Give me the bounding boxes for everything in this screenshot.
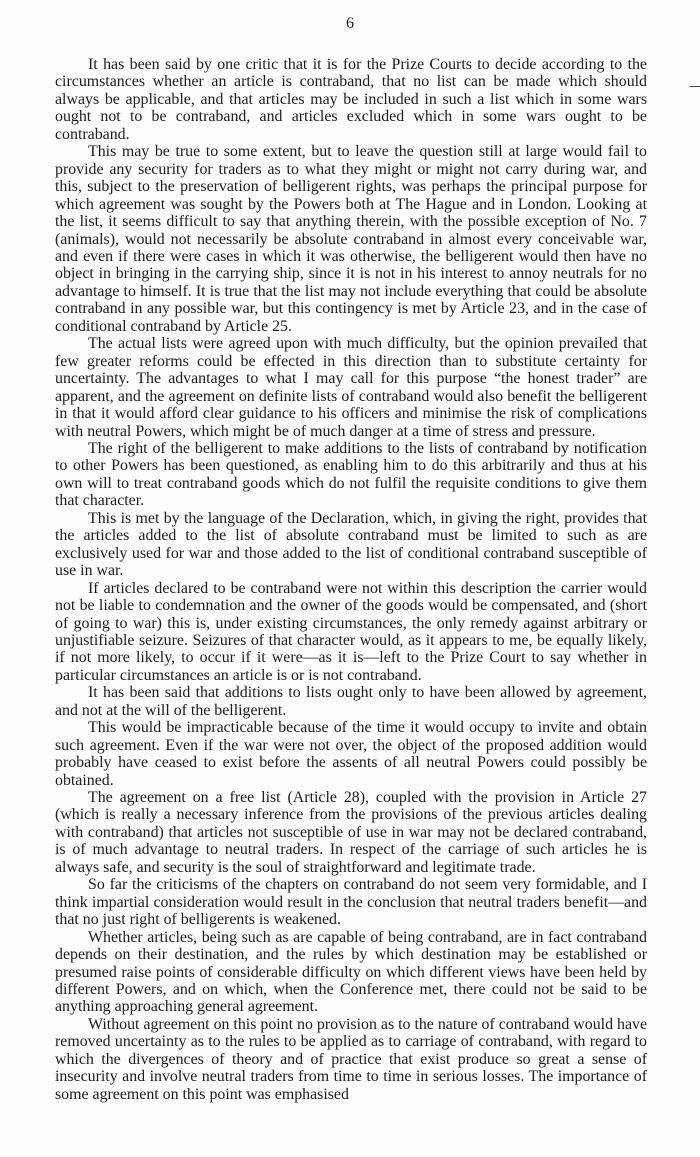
paragraph-impracticable: This would be impracticable because of the time it would occupy to invite and obtain such agreement. Even if the war were not over, the object of the proposed addition would probably have ceased to exist before the assents of all neutral Powers could possibly be obtained. xyxy=(55,719,647,789)
paragraph-without-agreement: Without agreement on this point no provision as to the nature of contraband would have removed uncertainty as to the rules to be applied as to carriage of contraband, with regard to which the divergences of theory and of practice that exist produce so great a sense of insecurity and involve neutral traders from time to time in serious losses. The importance of some agreement on this point was emphasised xyxy=(55,1015,647,1103)
paragraph-security-for-traders: This may be true to some extent, but to leave the question still at large would fail to provide any security for traders as to what they might or might not carry during war, and this, subject to the preservation of belligerent rights, was perhaps the principal purpose for which agreement was sought by the Powers both at The Hague and in London. Looking at the list, it seems difficult to say that anything therein, with the possible exception of No. 7 (animals), would not necessarily be absolute contraband in almost every conceivable war, and even if there were cases in which it was otherwise, the belligerent would then have no object in bringing in the carrying ship, since it is not in his interest to annoy neutrals for no advantage to himself. It is true that the list may not include everything that could be absolute contraband in any possible war, but this contingency is met by Article 23, and in the case of conditional contraband by Article 25. xyxy=(55,143,647,335)
paragraph-destination: Whether articles, being such as are capable of being contraband, are in fact contraband depends on their destination, and the rules by which destination may be established or presumed raise points of considerable difficulty on which different views have been held by different Powers, and on which, when the Conference met, there could not be said to be anything approaching general agreement. xyxy=(55,928,647,1016)
paragraph-actual-lists: The actual lists were agreed upon with much difficulty, but the opinion prevailed that few greater reforms could be effected in this direction than to substitute certainty for uncertainty. The advantages to what I may call for this purpose “the honest trader” are apparent, and the agreement on definite lists of contraband would also benefit the belligerent in that it would afford clear guidance to his officers and minimise the risk of complications with neutral Powers, which might be of much danger at a time of stress and pressure. xyxy=(55,335,647,440)
paragraph-right-of-belligerent: The right of the belligerent to make additions to the lists of contraband by notification to other Powers has been questioned, as enabling him to do this arbitrarily and thus at his own will to treat contraband goods which do not fulfil the requisite conditions to give them that character. xyxy=(55,439,647,510)
page-number: 6 xyxy=(346,15,354,32)
paragraph-criticisms: So far the criticisms of the chapters on contraband do not seem very formidable, and I think impartial consideration would result in the conclusion that neutral traders benefit—and that no just right of belligerents is weakened. xyxy=(55,876,647,929)
paragraph-additions-by-agreement: It has been said that additions to lists ought only to have been allowed by agreement, and not at the will of the belligerent. xyxy=(55,684,647,719)
paragraph-articles-declared: If articles declared to be contraband were not within this description the carrier would not be liable to condemnation and the owner of the goods would be compensated, and (short of going to war) this is, under existing circumstances, the only remedy against arbitrary or unjustifiable seizure. Seizures of that character would, as it appears to me, be equally likely, if not more likely, to occur if it were—as it is—left to the Prize Court to say whether in particular circumstances an article is or is not contraband. xyxy=(55,579,647,684)
paragraph-critic-prize-courts: It has been said by one critic that it is for the Prize Courts to decide according to the circumstances whether an article is contraband, that no list can be made which should always be applicable, and that articles may be included in such a list which in some wars ought not to be contraband, and articles excluded which in some wars ought to be contraband. xyxy=(55,56,647,143)
margin-mark xyxy=(690,86,700,87)
paragraph-language-of-declaration: This is met by the language of the Declaration, which, in giving the right, provides that the articles added to the list of absolute contraband must be limited to such as are exclusively used for war and those added to the list of conditional contraband susceptible of use in war. xyxy=(55,509,647,580)
body-text xyxy=(55,56,647,1103)
paragraph-free-list: The agreement on a free list (Article 28), coupled with the provision in Article 27 (which is really a necessary inference from the provisions of the previous articles dealing with contraband) that articles not susceptible of use in war may not be declared contraband, is of much advantage to neutral traders. In respect of the carriage of such articles he is always safe, and security is the soul of straightforward and legitimate trade. xyxy=(55,789,647,876)
